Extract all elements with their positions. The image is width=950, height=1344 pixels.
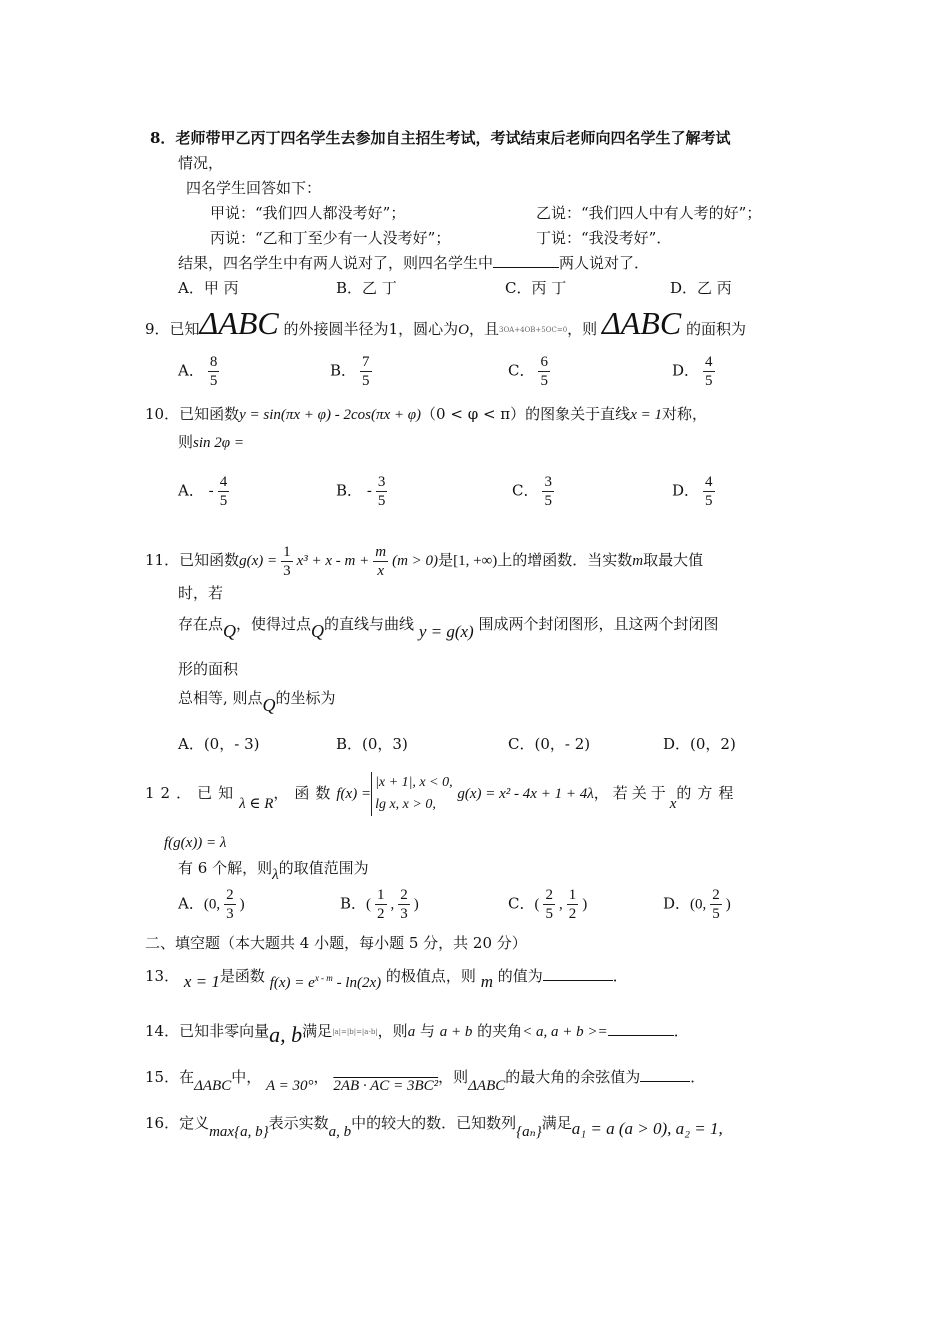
q8-line2: 情况， [178, 154, 224, 172]
q10-option-a: A． - $\frac{4}{5}$ [178, 474, 228, 509]
q8-line3: 四名学生回答如下： [186, 179, 322, 197]
q10-ask: 则sin 2φ = [178, 433, 244, 451]
q12-option-a: A．(0, $\frac{2}{3}$ ) [178, 887, 245, 922]
q8-yi: 乙说：“我们四人中有人考的好”； [536, 204, 762, 222]
q11-option-b: B．(0，3) [336, 735, 408, 753]
vector-condition: 3OA+4OB+5OC=0 [498, 326, 568, 334]
q10-option-d: D． $\frac{4}{5}$ [672, 474, 713, 509]
q9-option-d: D． $\frac{4}{5}$ [672, 354, 713, 389]
triangle-abc: ΔABC [199, 305, 279, 341]
vector-condition: 2AB · AC = 3BC² [333, 1078, 439, 1094]
q9-option-a: A． $\frac{8}{5}$ [178, 354, 218, 389]
section-2-heading: 二、填空题（本大题共 4 小题，每小题 5 分，共 20 分） [145, 934, 527, 952]
q11-line2: 时，若 [178, 584, 224, 602]
q10-option-c: C． $\frac{3}{5}$ [512, 474, 552, 509]
q12-option-b: B．( $\frac{1}{2}$ , $\frac{2}{3}$ ) [340, 887, 419, 922]
q12-line3: 有 6 个解，则λ的取值范围为 [178, 859, 369, 883]
q11-line4: 形的面积 [178, 660, 239, 678]
q9-option-b: B． $\frac{7}{5}$ [330, 354, 370, 389]
q10-option-b: B． - $\frac{3}{5}$ [336, 474, 386, 509]
answer-blank [543, 966, 613, 981]
q8-option-b: B．乙 丁 [336, 279, 397, 297]
q11-option-a: A．(0，- 3) [178, 735, 260, 753]
q15-stem: 15．在ΔABC中， A = 30°， 2AB · AC = 3BC²，则ΔABC的最大角的余弦值为 ． [145, 1068, 706, 1094]
q9-option-c: C． $\frac{6}{5}$ [508, 354, 548, 389]
q12-stem: 12．已知λ ∈ R，函数f(x) = |x + 1|, x < 0, lg x, x > 0, g(x) = x² - 4x + 1 + 4λ，若关于x的方程 [145, 766, 739, 831]
q8-ding: 丁说：“我没考好”． [536, 229, 672, 247]
answer-blank [608, 1021, 674, 1036]
q8-bing: 丙说：“乙和丁至少有一人没考好”； [210, 229, 451, 247]
q8-line1: 8．老师带甲乙丙丁四名学生去参加自主招生考试，考试结束后老师向四名学生了解考试 [150, 129, 731, 147]
q10-stem: 10．已知函数y = sin(πx + φ) - 2cos(πx + φ)（0 < φ < π）的图象关于直线x = 1对称， [145, 405, 707, 423]
q8-option-c: C．丙 丁 [505, 279, 567, 297]
answer-blank [493, 253, 559, 268]
q11-stem: 11．已知函数g(x) = $\frac{1}{3}$ x³ + x - m + $\frac{m}{x}$ (m > 0)是[1, +∞)上的增函数．当实数m取最大值 [145, 543, 704, 579]
q11-option-d: D．(0，2) [663, 735, 736, 753]
q11-option-c: C．(0，- 2) [508, 735, 591, 753]
piecewise-brace: |x + 1|, x < 0, lg x, x > 0, [371, 772, 453, 816]
q16-stem: 16．定义max{a, b}表示实数a, b中的较大的数．已知数列{aₙ}满足a₁ = a (a > 0), a₂ = 1, [145, 1114, 723, 1140]
q11-line5: 总相等, 则点Q的坐标为 [178, 689, 336, 715]
q8-option-d: D．乙 丙 [670, 279, 732, 297]
answer-blank [640, 1067, 690, 1082]
q12-option-d: D．(0, $\frac{2}{5}$ ) [663, 887, 731, 922]
q14-stem: 14．已知非零向量a, b满足|a|=|b|=|a-b|，则a 与 a + b 的夹角< a, a + b >= ． [145, 1022, 689, 1047]
q8-jia: 甲说：“我们四人都没考好”； [210, 204, 406, 222]
vectors-ab: a, b [269, 1022, 303, 1047]
q11-line3: 存在点Q，使得过点Q的直线与曲线 y = g(x) 围成两个封闭图形，且这两个封闭图 [178, 615, 719, 641]
q12-option-c: C．( $\frac{2}{5}$ , $\frac{1}{2}$ ) [508, 887, 588, 922]
vector-condition: |a|=|b|=|a-b| [332, 1028, 378, 1036]
q8-line6: 结果，四名学生中有两人说对了，则四名学生中 两人说对了． [178, 254, 650, 272]
q13-stem: 13． x = 1是函数 $f(x) = e^{x - m} - \ln(2x)$ 的极值点，则 m 的值为 ． [145, 967, 628, 991]
q8-option-a: A．甲 丙 [178, 279, 239, 297]
q9-stem: 9．已知ΔABC 的外接圆半径为1，圆心为O，且3OA+4OB+5OC=0，则 ΔABC 的面积为 [145, 305, 746, 341]
q12-equation: f(g(x)) = λ [164, 835, 227, 851]
